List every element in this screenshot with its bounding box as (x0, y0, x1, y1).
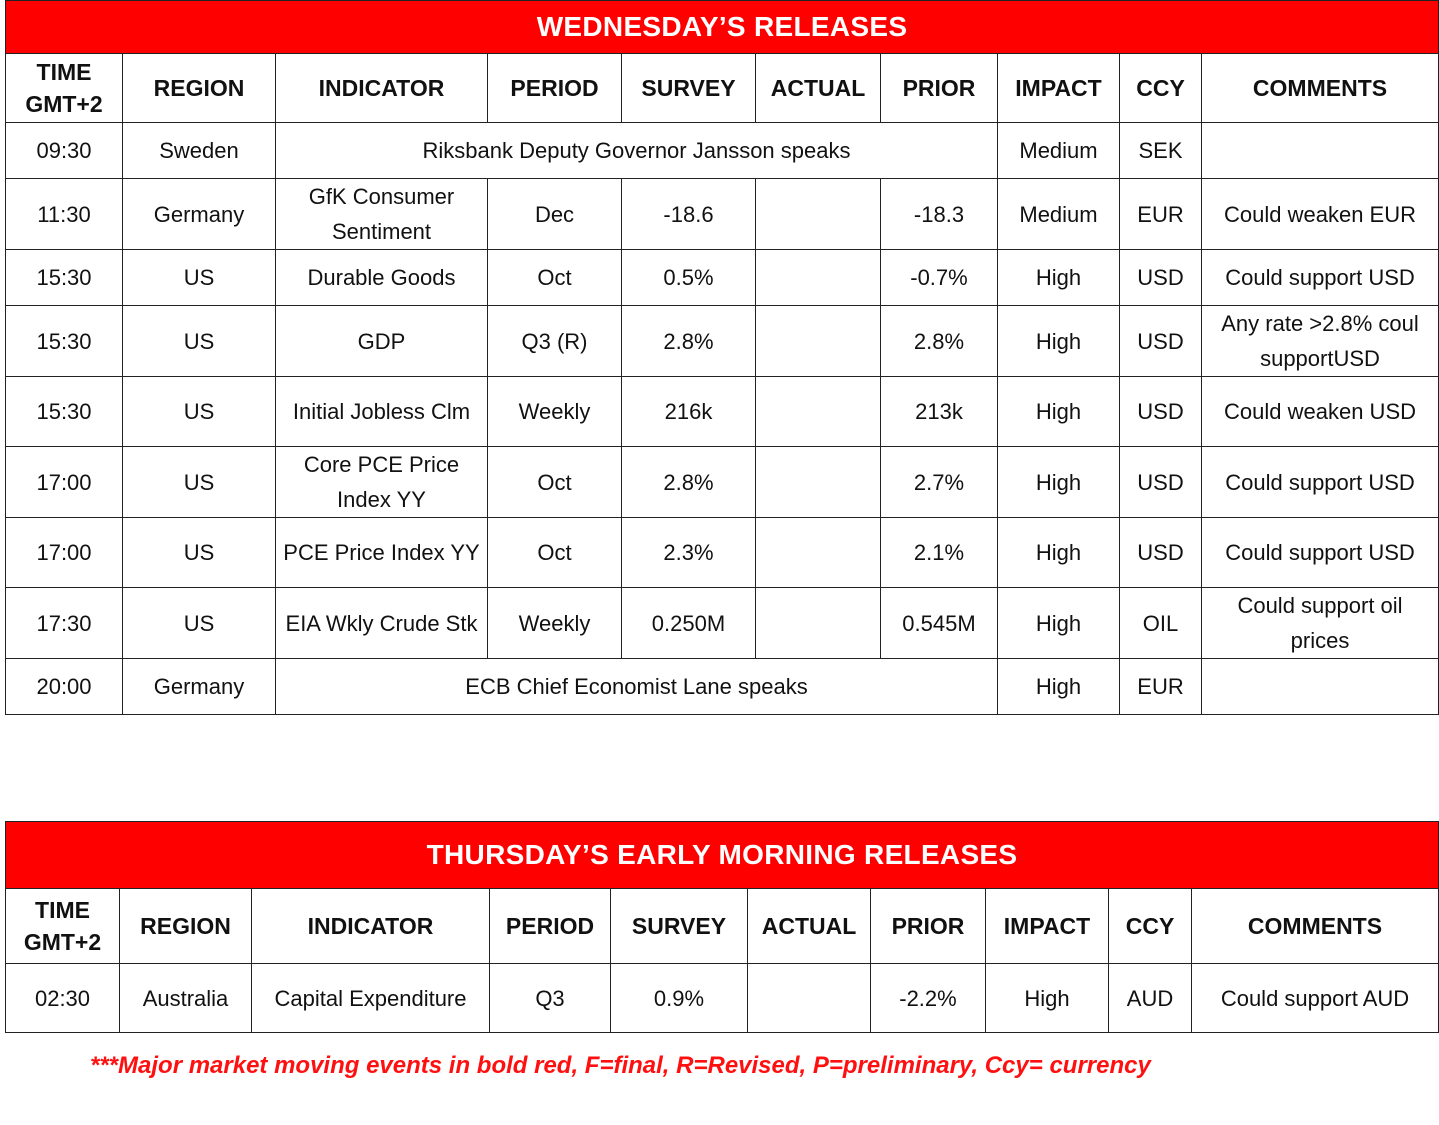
cell-region: Germany (123, 179, 276, 250)
cell-impact: Medium (998, 179, 1120, 250)
cell-period: Weekly (488, 588, 622, 659)
cell-prior: 213k (881, 377, 998, 447)
cell-impact: High (998, 588, 1120, 659)
header-time: TIME GMT+2 (6, 54, 123, 123)
cell-impact: High (998, 377, 1120, 447)
cell-time: 15:30 (6, 377, 123, 447)
header-survey: SURVEY (611, 889, 748, 964)
cell-survey: 0.250M (622, 588, 756, 659)
cell-survey: 0.9% (611, 964, 748, 1033)
header-region: REGION (120, 889, 252, 964)
header-impact: IMPACT (986, 889, 1109, 964)
cell-indicator: ECB Chief Economist Lane speaks (276, 659, 998, 715)
cell-survey: -18.6 (622, 179, 756, 250)
cell-indicator: Initial Jobless Clm (276, 377, 488, 447)
cell-prior: -18.3 (881, 179, 998, 250)
cell-impact: High (998, 659, 1120, 715)
header-prior: PRIOR (881, 54, 998, 123)
cell-region: US (123, 377, 276, 447)
cell-indicator: Riksbank Deputy Governor Jansson speaks (276, 123, 998, 179)
cell-prior: 2.7% (881, 447, 998, 518)
cell-region: US (123, 306, 276, 377)
header-ccy: CCY (1109, 889, 1192, 964)
cell-comments: Any rate >2.8% coul supportUSD (1202, 306, 1439, 377)
cell-prior: 0.545M (881, 588, 998, 659)
header-comments: COMMENTS (1192, 889, 1439, 964)
header-indicator: INDICATOR (276, 54, 488, 123)
cell-survey: 2.8% (622, 306, 756, 377)
cell-ccy: USD (1120, 250, 1202, 306)
cell-ccy: USD (1120, 447, 1202, 518)
footnote: ***Major market moving events in bold red, F=final, R=Revised, P=preliminary, Ccy= currency (90, 1052, 1151, 1079)
table-row (6, 518, 1439, 588)
cell-comments: Could support AUD (1192, 964, 1439, 1033)
cell-indicator: Durable Goods (276, 250, 488, 306)
table-row (6, 659, 1439, 715)
cell-ccy: OIL (1120, 588, 1202, 659)
cell-prior: -0.7% (881, 250, 998, 306)
header-comments: COMMENTS (1202, 54, 1439, 123)
table-row (6, 306, 1439, 377)
cell-indicator: Core PCE Price Index YY (276, 447, 488, 518)
table-row (6, 588, 1439, 659)
header-indicator: INDICATOR (252, 889, 490, 964)
thursday-releases-table (5, 821, 1438, 1033)
header-period: PERIOD (490, 889, 611, 964)
header-actual: ACTUAL (756, 54, 881, 123)
cell-region: Australia (120, 964, 252, 1033)
table-row (6, 964, 1439, 1033)
cell-actual (748, 964, 871, 1033)
cell-survey: 0.5% (622, 250, 756, 306)
table-row (6, 447, 1439, 518)
cell-comments: Could support oil prices (1202, 588, 1439, 659)
cell-time: 17:00 (6, 518, 123, 588)
cell-ccy: USD (1120, 306, 1202, 377)
cell-indicator: EIA Wkly Crude Stk (276, 588, 488, 659)
cell-impact: High (998, 250, 1120, 306)
cell-indicator: Capital Expenditure (252, 964, 490, 1033)
cell-ccy: EUR (1120, 659, 1202, 715)
cell-period: Dec (488, 179, 622, 250)
cell-time: 20:00 (6, 659, 123, 715)
cell-region: US (123, 250, 276, 306)
cell-comments: Could support USD (1202, 447, 1439, 518)
table-row (6, 377, 1439, 447)
cell-impact: High (998, 518, 1120, 588)
cell-ccy: USD (1120, 377, 1202, 447)
cell-actual (756, 588, 881, 659)
cell-actual (756, 447, 881, 518)
cell-region: Germany (123, 659, 276, 715)
cell-impact: High (986, 964, 1109, 1033)
cell-comments: Could support USD (1202, 518, 1439, 588)
header-region: REGION (123, 54, 276, 123)
cell-indicator: GDP (276, 306, 488, 377)
cell-impact: High (998, 306, 1120, 377)
cell-ccy: SEK (1120, 123, 1202, 179)
cell-indicator: PCE Price Index YY (276, 518, 488, 588)
wednesday-title: WEDNESDAY’S RELEASES (6, 1, 1439, 54)
cell-period: Oct (488, 250, 622, 306)
cell-survey: 216k (622, 377, 756, 447)
cell-prior: 2.1% (881, 518, 998, 588)
wednesday-releases-table (5, 0, 1438, 715)
header-period: PERIOD (488, 54, 622, 123)
cell-actual (756, 518, 881, 588)
header-ccy: CCY (1120, 54, 1202, 123)
cell-impact: High (998, 447, 1120, 518)
cell-prior: 2.8% (881, 306, 998, 377)
cell-actual (756, 377, 881, 447)
cell-actual (756, 306, 881, 377)
cell-prior: -2.2% (871, 964, 986, 1033)
thursday-title: THURSDAY’S EARLY MORNING RELEASES (6, 822, 1439, 889)
cell-period: Oct (488, 518, 622, 588)
cell-actual (756, 179, 881, 250)
cell-period: Q3 (R) (488, 306, 622, 377)
cell-time: 02:30 (6, 964, 120, 1033)
cell-region: US (123, 447, 276, 518)
cell-region: Sweden (123, 123, 276, 179)
cell-ccy: EUR (1120, 179, 1202, 250)
cell-period: Q3 (490, 964, 611, 1033)
cell-actual (756, 250, 881, 306)
cell-period: Weekly (488, 377, 622, 447)
table-row (6, 123, 1439, 179)
cell-survey: 2.8% (622, 447, 756, 518)
cell-comments (1202, 659, 1439, 715)
header-prior: PRIOR (871, 889, 986, 964)
cell-time: 09:30 (6, 123, 123, 179)
header-time: TIME GMT+2 (6, 889, 120, 964)
cell-comments: Could weaken USD (1202, 377, 1439, 447)
cell-comments: Could weaken EUR (1202, 179, 1439, 250)
cell-impact: Medium (998, 123, 1120, 179)
cell-survey: 2.3% (622, 518, 756, 588)
cell-indicator: GfK Consumer Sentiment (276, 179, 488, 250)
cell-region: US (123, 518, 276, 588)
cell-time: 17:00 (6, 447, 123, 518)
cell-time: 15:30 (6, 306, 123, 377)
cell-ccy: AUD (1109, 964, 1192, 1033)
header-actual: ACTUAL (748, 889, 871, 964)
header-survey: SURVEY (622, 54, 756, 123)
header-impact: IMPACT (998, 54, 1120, 123)
cell-region: US (123, 588, 276, 659)
cell-period: Oct (488, 447, 622, 518)
cell-ccy: USD (1120, 518, 1202, 588)
cell-time: 15:30 (6, 250, 123, 306)
cell-time: 11:30 (6, 179, 123, 250)
table-row (6, 179, 1439, 250)
table-row (6, 250, 1439, 306)
cell-comments (1202, 123, 1439, 179)
cell-time: 17:30 (6, 588, 123, 659)
cell-comments: Could support USD (1202, 250, 1439, 306)
